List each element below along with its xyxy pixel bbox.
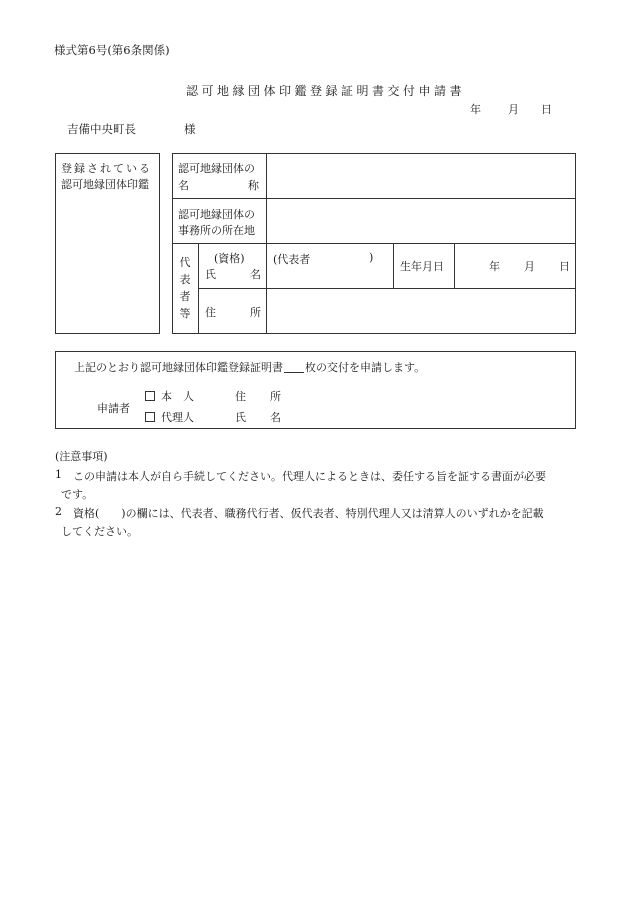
birth-day-label: 日 [559, 260, 570, 273]
office-address-label-line2: 事務所の所在地 [178, 224, 255, 237]
note-1-number: 1 [55, 468, 62, 481]
applicant-address-label-a: 住 [235, 390, 246, 403]
self-option[interactable]: 本 人 [145, 388, 194, 404]
applicant-label: 申請者 [97, 402, 130, 415]
group-name-label-line1: 認可地縁団体の [178, 162, 255, 175]
qualification-label: (資格) [214, 252, 245, 265]
table-column-divider [198, 243, 199, 334]
birth-year-label: 年 [489, 260, 500, 273]
group-name-label-a: 名 [178, 179, 189, 192]
proxy-option[interactable]: 代理人 [145, 409, 194, 425]
date-day-label: 日 [541, 103, 552, 116]
rep-address-label-b: 所 [250, 306, 261, 319]
seal-label-line2: 認可地縁団体印鑑 [61, 178, 149, 191]
self-checkbox[interactable] [145, 391, 155, 401]
rep-qualification-close: ) [369, 251, 374, 264]
rep-address-field[interactable] [270, 292, 572, 330]
request-sentence: 上記のとおり認可地縁団体印鑑登録証明書 枚の交付を申請します。 [74, 361, 426, 374]
page-title: 認可地縁団体印鑑登録証明書交付申請書 [186, 84, 466, 98]
birth-date-label: 生年月日 [400, 260, 444, 273]
date-month-label: 月 [508, 103, 519, 116]
note-2-number: 2 [55, 505, 62, 518]
date-year-label: 年 [470, 103, 481, 116]
note-1-line1: この申請は本人が自ら手続してください。代理人によるときは、委任する旨を証する書面が必要 [73, 470, 546, 483]
addressee-honorific: 様 [184, 122, 196, 136]
table-column-divider [266, 153, 267, 334]
note-1-line2: です。 [61, 488, 94, 501]
applicant-address-label-b: 所 [270, 390, 281, 403]
proxy-checkbox[interactable] [145, 412, 155, 422]
birth-month-label: 月 [524, 260, 535, 273]
note-2-line1: 資格( )の欄には、代表者、職務代行者、仮代表者、特別代理人又は清算人のいずれかを記載 [73, 507, 544, 520]
applicant-address-field[interactable] [290, 385, 570, 403]
office-address-label-line1: 認可地縁団体の [178, 208, 255, 221]
applicant-name-label-b: 名 [270, 411, 281, 424]
table-column-divider [393, 243, 394, 288]
note-2-line2: してください。 [61, 525, 138, 538]
representative-vertical-label: 代 表 者 等 [179, 256, 191, 320]
copies-count-field[interactable] [284, 361, 304, 373]
rep-name-field[interactable] [270, 268, 390, 284]
table-row-divider [172, 243, 576, 244]
applicant-name-label-a: 氏 [235, 411, 246, 424]
group-name-field[interactable] [270, 158, 572, 194]
office-address-field[interactable] [270, 203, 572, 239]
rep-name-label-a: 氏 [205, 268, 216, 281]
form-number: 様式第6号(第6条関係) [54, 43, 170, 57]
rep-address-label-a: 住 [205, 306, 216, 319]
applicant-name-field[interactable] [290, 406, 570, 424]
table-row-divider [172, 198, 576, 199]
seal-label-line1: 登録されている [61, 162, 152, 175]
notes-heading: (注意事項) [55, 450, 108, 463]
group-name-label-b: 称 [248, 179, 259, 192]
rep-qualification-open: (代表者 [273, 253, 311, 266]
table-row-divider [198, 288, 576, 289]
addressee-name: 吉備中央町長 [67, 122, 136, 136]
table-column-divider [454, 243, 455, 288]
rep-name-label-b: 名 [250, 268, 261, 281]
